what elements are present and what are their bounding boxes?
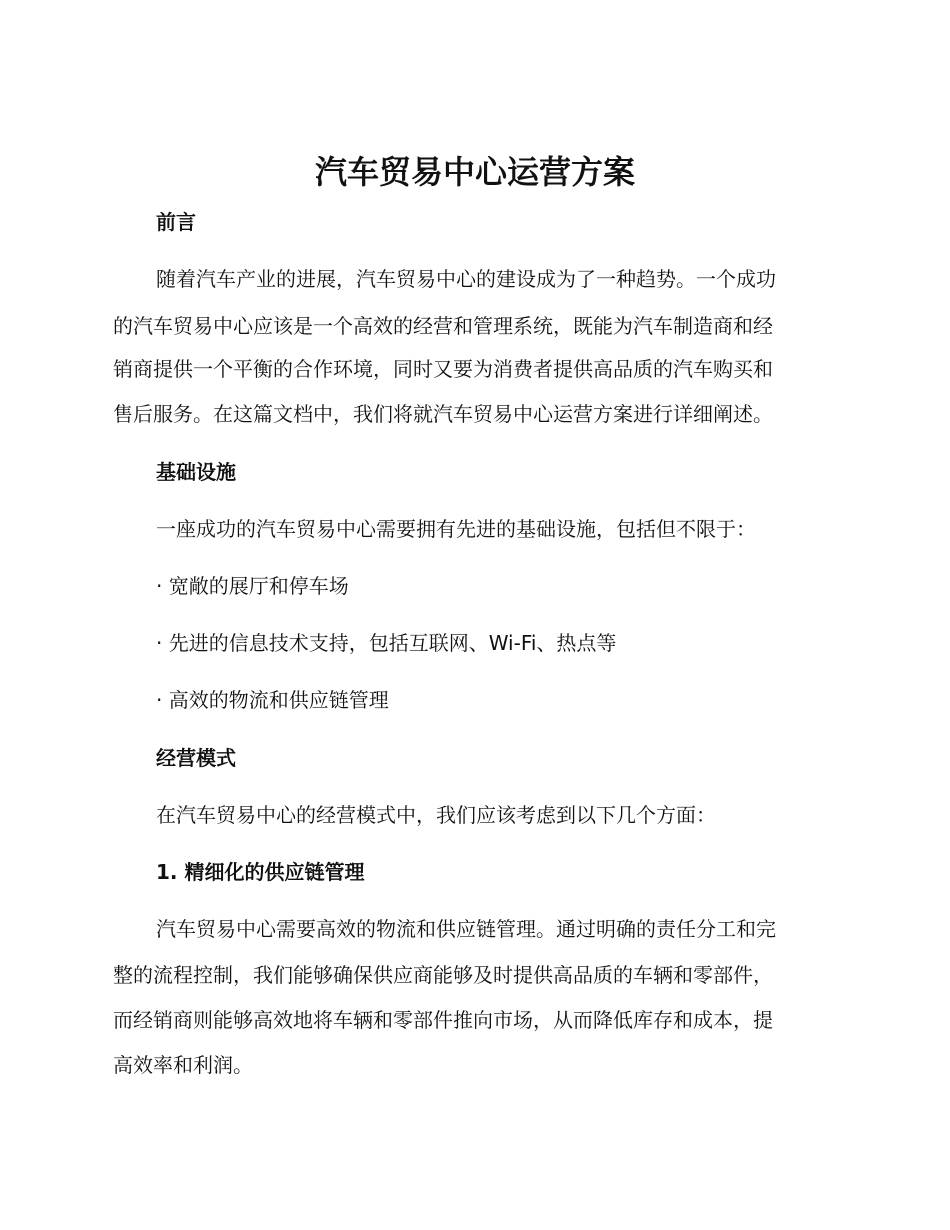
subsection-heading: 1. 精细化的供应链管理 [156, 860, 365, 884]
list-item: · 宽敞的展厅和停车场 [156, 574, 349, 598]
section-heading-preface: 前言 [156, 210, 196, 234]
paragraph-line: 整的流程控制，我们能够确保供应商能够及时提供高品质的车辆和零部件， [113, 963, 773, 987]
paragraph-line: 高效率和利润。 [113, 1053, 253, 1077]
paragraph-line: 一座成功的汽车贸易中心需要拥有先进的基础设施，包括但不限于： [156, 517, 756, 541]
paragraph-line: 销商提供一个平衡的合作环境，同时又要为消费者提供高品质的汽车购买和 [113, 357, 773, 381]
list-item: · 先进的信息技术支持，包括互联网、Wi-Fi、热点等 [156, 631, 617, 655]
paragraph-line: 随着汽车产业的进展，汽车贸易中心的建设成为了一种趋势。一个成功 [156, 267, 776, 291]
paragraph-line: 售后服务。在这篇文档中，我们将就汽车贸易中心运营方案进行详细阐述。 [113, 402, 773, 426]
paragraph-line: 在汽车贸易中心的经营模式中，我们应该考虑到以下几个方面： [156, 803, 716, 827]
section-heading-infrastructure: 基础设施 [156, 460, 236, 484]
list-item: · 高效的物流和供应链管理 [156, 688, 389, 712]
document-title: 汽车贸易中心运营方案 [314, 153, 635, 191]
paragraph-line: 而经销商则能够高效地将车辆和零部件推向市场，从而降低库存和成本，提 [113, 1008, 773, 1032]
paragraph-line: 汽车贸易中心需要高效的物流和供应链管理。通过明确的责任分工和完 [156, 917, 776, 941]
paragraph-line: 的汽车贸易中心应该是一个高效的经营和管理系统，既能为汽车制造商和经 [113, 314, 773, 338]
section-heading-business-model: 经营模式 [156, 746, 236, 770]
